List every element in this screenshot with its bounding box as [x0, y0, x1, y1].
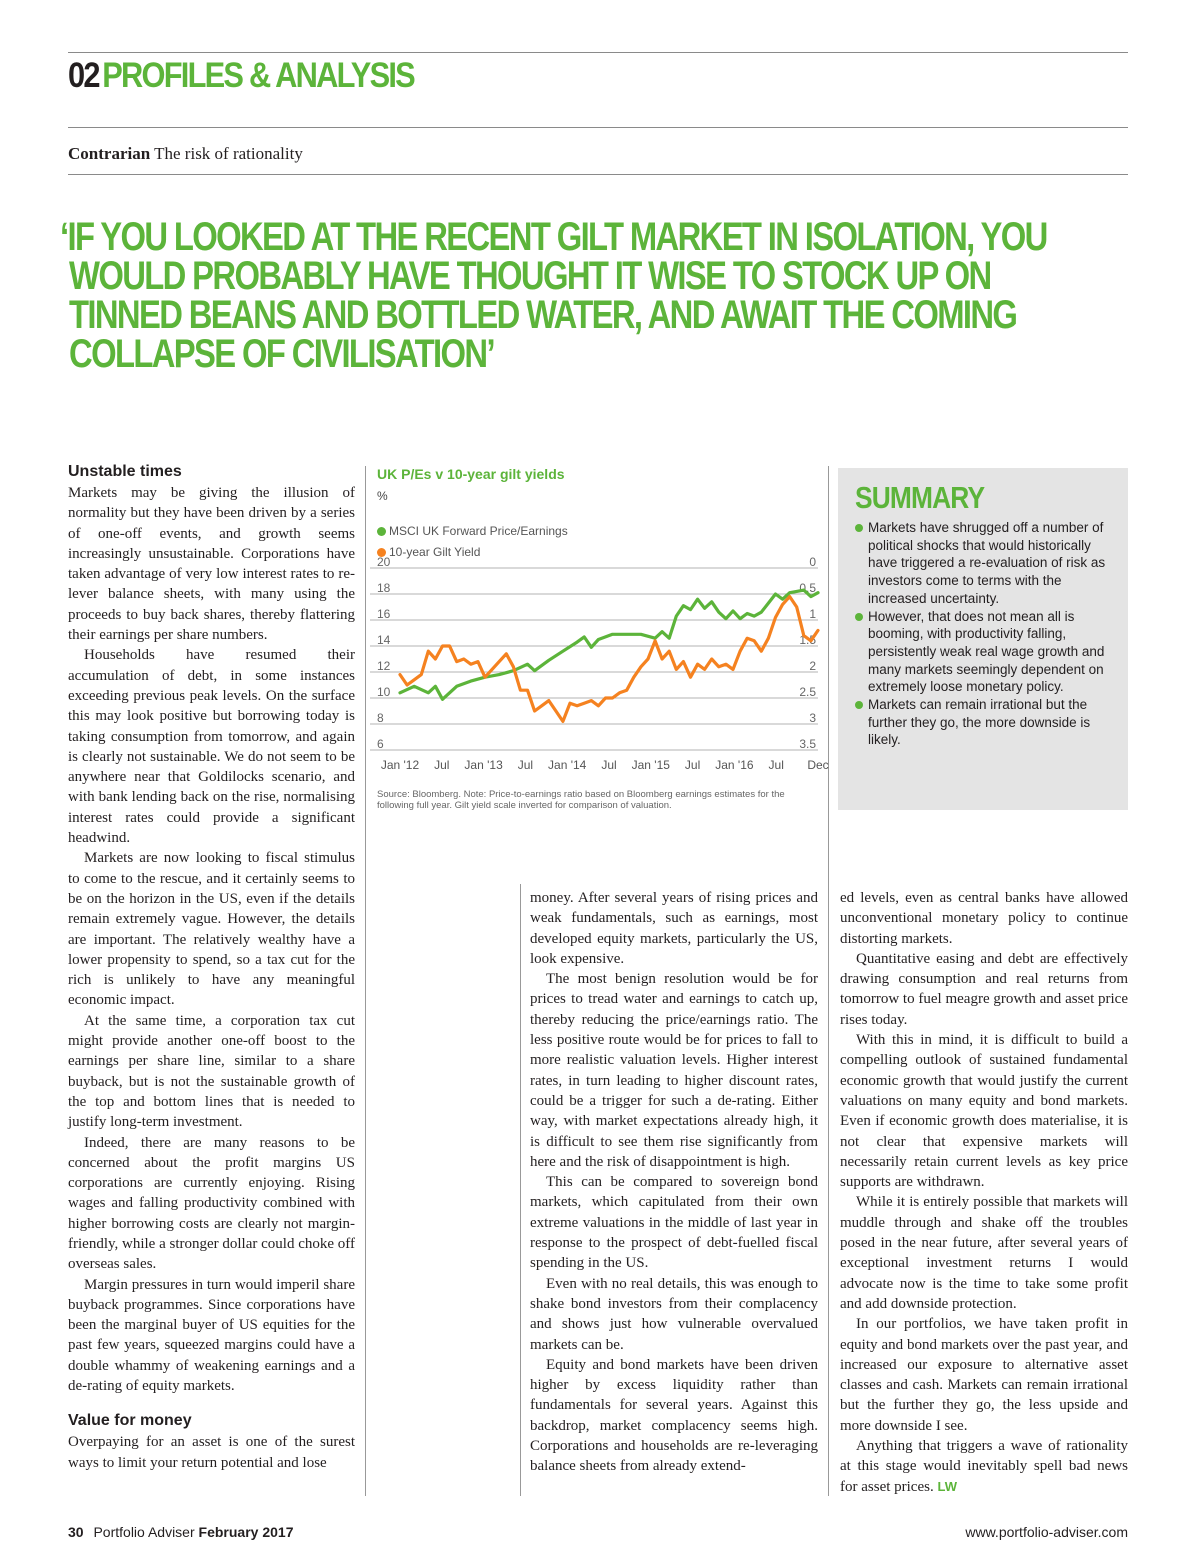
column-divider — [365, 466, 366, 1496]
paragraph: Households have resumed their accumulation of debt, in some instances exceeding previous peak levels. On the surface this may look positive but borrowing today is taking consumption from tomorrow, and again is clearly not sustainable. We do not seem to be anywhere near that Goldilocks scenario, and with bank lending back on the rise, normalising interest rates could provide a significant headwind. — [68, 647, 355, 847]
chart-title: UK P/Es v 10-year gilt yields — [377, 466, 565, 482]
y-right-tick-label: 3 — [809, 711, 816, 725]
paragraph: In our portfolios, we have taken profit in equity and bond markets over the past year, and increased our exposure to alternative asset classes and cash. Markets can remain irrational but the further they go, the less upside and more downside I see. — [840, 1316, 1128, 1434]
paragraph: money. After several years of rising prices and weak fundamentals, such as earnings, most developed equity markets, particularly the US, look expensive. — [530, 890, 818, 967]
summary-heading: SUMMARY — [855, 480, 985, 515]
y-left-tick-label: 10 — [377, 685, 391, 699]
y-right-tick-label: 2 — [809, 659, 816, 673]
x-tick-label: Jul — [684, 758, 701, 772]
paragraph: At the same time, a corporation tax cut might provide another one-off boost to the earnings per share line, similar to a share buyback, but is not the sustainable growth of the top and bottom lines that is needed to justify long-term investment. — [68, 1012, 355, 1131]
pull-quote-line: WOULD PROBABLY HAVE THOUGHT IT WISE TO STOCK UP ON — [69, 254, 991, 298]
top-rule — [68, 52, 1128, 53]
paragraph: Indeed, there are many reasons to be concerned about the profit margins US corporations are currently enjoying. Rising wages and falling productivity combined with higher borrowing costs are clearly not margin-friendly, while a stronger dollar could choke off overseas sales. — [68, 1134, 355, 1273]
y-left-tick-label: 18 — [377, 581, 391, 595]
page-number: 30 — [68, 1524, 84, 1540]
x-tick-label: Jul — [768, 758, 784, 772]
summary-text: Markets have shrugged off a number of political shocks that would historically have triggered a re-evaluation of risk as investors come to terms with the increased uncertainty. — [868, 520, 1106, 606]
publication-name: Portfolio Adviser — [93, 1524, 195, 1540]
legend-item — [377, 524, 568, 538]
summary-item — [855, 519, 1123, 608]
chart-unit: % — [377, 489, 388, 503]
summary-text: However, that does not mean all is booming, with productivity falling, persistently weak real wage growth and many markets seemingly dependent on extremely loose monetary policy. — [868, 608, 1105, 695]
y-right-tick-label: 2.5 — [799, 685, 816, 699]
legend-label: 10-year Gilt Yield — [389, 545, 481, 559]
summary-text: Markets can remain irrational but the further they go, the more downside is likely. — [868, 697, 1091, 748]
y-right-tick-label: 3.5 — [799, 737, 816, 751]
subheading: Value for money — [68, 1412, 192, 1430]
paragraph: While it is entirely possible that markets will muddle through and shake off the troubles posed in the near future, after several years of exceptional investment returns I would advocate now is the time to take some profit and add downside protection. — [840, 1194, 1128, 1312]
pull-quote-line: TINNED BEANS AND BOTTLED WATER, AND AWAIT THE COMING — [69, 293, 1017, 337]
y-left-tick-label: 14 — [377, 633, 391, 647]
x-tick-label: Jan '15 — [631, 758, 670, 772]
y-left-tick-label: 6 — [377, 737, 384, 751]
bullet-icon — [855, 613, 863, 621]
y-left-tick-label: 16 — [377, 607, 391, 621]
summary-list — [855, 519, 1123, 749]
chart-source: Source: Bloomberg. Note: Price-to-earnings ratio based on Bloomberg earnings estimates for the following full year. Gilt yield scale inverted for comparison of valuation. — [377, 789, 785, 811]
issue-date: February 2017 — [198, 1524, 294, 1540]
y-left-tick-label: 12 — [377, 659, 391, 673]
author-signoff: LW — [937, 1478, 957, 1494]
article-column-3 — [840, 888, 1128, 1497]
summary-item — [855, 696, 1123, 749]
x-tick-label: Jul — [601, 758, 617, 772]
website-url: www.portfolio-adviser.com — [965, 1524, 1128, 1540]
x-tick-label: Jan '13 — [464, 758, 503, 772]
paragraph: The most benign resolution would be for prices to tread water and earnings to catch up, thereby reducing the price/earnings ratio. The less positive route would be for prices to fall to more realistic valuation levels. Higher interest rates, in turn leading to higher discount rates, could be a trigger for such a de-rating. Either way, with market expectations already high, it is difficult to see them rise significantly from here and the risk of disappointment is high. — [530, 971, 818, 1170]
article-column-2 — [530, 888, 818, 1477]
x-tick-label: Jan '14 — [548, 758, 587, 772]
column-divider — [520, 884, 521, 1496]
article-kicker — [68, 144, 303, 164]
x-tick-label: Dec — [807, 758, 829, 772]
section-number: 02 — [68, 56, 99, 95]
y-right-tick-label: 1 — [809, 607, 816, 621]
y-right-tick-label: 0 — [809, 555, 816, 569]
kicker-rule — [68, 174, 1128, 175]
column-divider — [828, 466, 829, 1496]
article-title: The risk of rationality — [154, 144, 303, 163]
subheading: Unstable times — [68, 463, 182, 480]
summary-item — [855, 608, 1123, 697]
paragraph: Markets are now looking to fiscal stimulus to come to the rescue, and it certainly seems to be on the horizon in the US, even if the details remain extremely vague. However, the details are important. The relatively wealthy have a lower propensity to spend, so a tax cut for the rich is unlikely to have any meaningful economic impact. — [68, 850, 355, 1009]
y-right-tick-label: 0.5 — [799, 581, 816, 595]
paragraph — [840, 1436, 1128, 1497]
y-right-tick-label: 1.5 — [799, 633, 816, 647]
legend-item — [377, 545, 480, 559]
paragraph: ed levels, even as central banks have allowed unconventional monetary policy to continue distorting markets. — [840, 890, 1128, 947]
page-footer — [68, 1524, 293, 1540]
section-title: PROFILES & ANALYSIS — [102, 56, 414, 95]
pull-quote-line: COLLAPSE OF CIVILISATION’ — [69, 332, 494, 376]
y-left-tick-label: 20 — [377, 555, 391, 569]
x-tick-label: Jan '16 — [715, 758, 754, 772]
bullet-icon — [855, 701, 863, 709]
paragraph: Quantitative easing and debt are effectively drawing consumption and real returns from tomorrow to fuel meagre growth and asset price rises today. — [840, 950, 1128, 1028]
paragraph: This can be compared to sovereign bond markets, which capitulated from their own extreme valuations in the middle of last year in response to the prospect of debt-fuelled fiscal spending in the US. — [530, 1174, 818, 1272]
legend-swatch-green — [377, 527, 386, 536]
section-rule — [68, 127, 1128, 128]
paragraph: Markets may be giving the illusion of normality but they have been driven by a series of one-off events, and growth seems increasingly unsustainable. Corporations have taken advantage of very low interest rates to re-lever balance sheets, with many using the proceeds to buy back shares, thereby flattering their earnings per share numbers. — [68, 485, 355, 644]
article-column-1 — [68, 461, 355, 1473]
pull-quote — [60, 215, 1047, 376]
paragraph-text: Anything that triggers a wave of rationality at this stage would inevitably spell bad news for asset prices. — [840, 1438, 1128, 1495]
paragraph: Overpaying for an asset is one of the surest ways to limit your return potential and lose — [68, 1434, 355, 1471]
paragraph: With this in mind, it is difficult to build a compelling outlook of sustained fundamental economic growth that would justify the current valuations on many equity and bond markets. Even if economic growth does materialise, it is not clear that expensive markets will necessarily retain current levels as key price supports are withdrawn. — [840, 1032, 1128, 1191]
kicker-label: Contrarian — [68, 144, 151, 163]
bullet-icon — [855, 524, 863, 532]
x-tick-label: Jul — [517, 758, 534, 772]
paragraph: Margin pressures in turn would imperil share buyback programmes. Since corporations have been the marginal buyer of US equities for the past few years, squeezed margins could have a double whammy of weakening earnings and a de-rating of equity markets. — [68, 1276, 355, 1395]
line-chart — [370, 555, 829, 785]
y-left-tick-label: 8 — [377, 711, 384, 725]
x-tick-label: Jul — [434, 758, 450, 772]
pull-quote-line: ‘IF YOU LOOKED AT THE RECENT GILT MARKET IN ISOLATION, YOU — [60, 215, 1047, 259]
x-tick-label: Jan '12 — [380, 758, 420, 772]
legend-label: MSCI UK Forward Price/Earnings — [389, 524, 568, 538]
summary-box — [838, 468, 1128, 810]
section-heading — [68, 56, 414, 96]
paragraph: Even with no real details, this was enough to shake bond investors from their complacency and shows just how vulnerable overvalued markets can be. — [530, 1275, 818, 1353]
paragraph: Equity and bond markets have been driven higher by excess liquidity rather than fundamentals for several years. Against this backdrop, market complacency seems high. Corporations and households are re-leveraging balance sheets from already extend- — [530, 1356, 818, 1475]
